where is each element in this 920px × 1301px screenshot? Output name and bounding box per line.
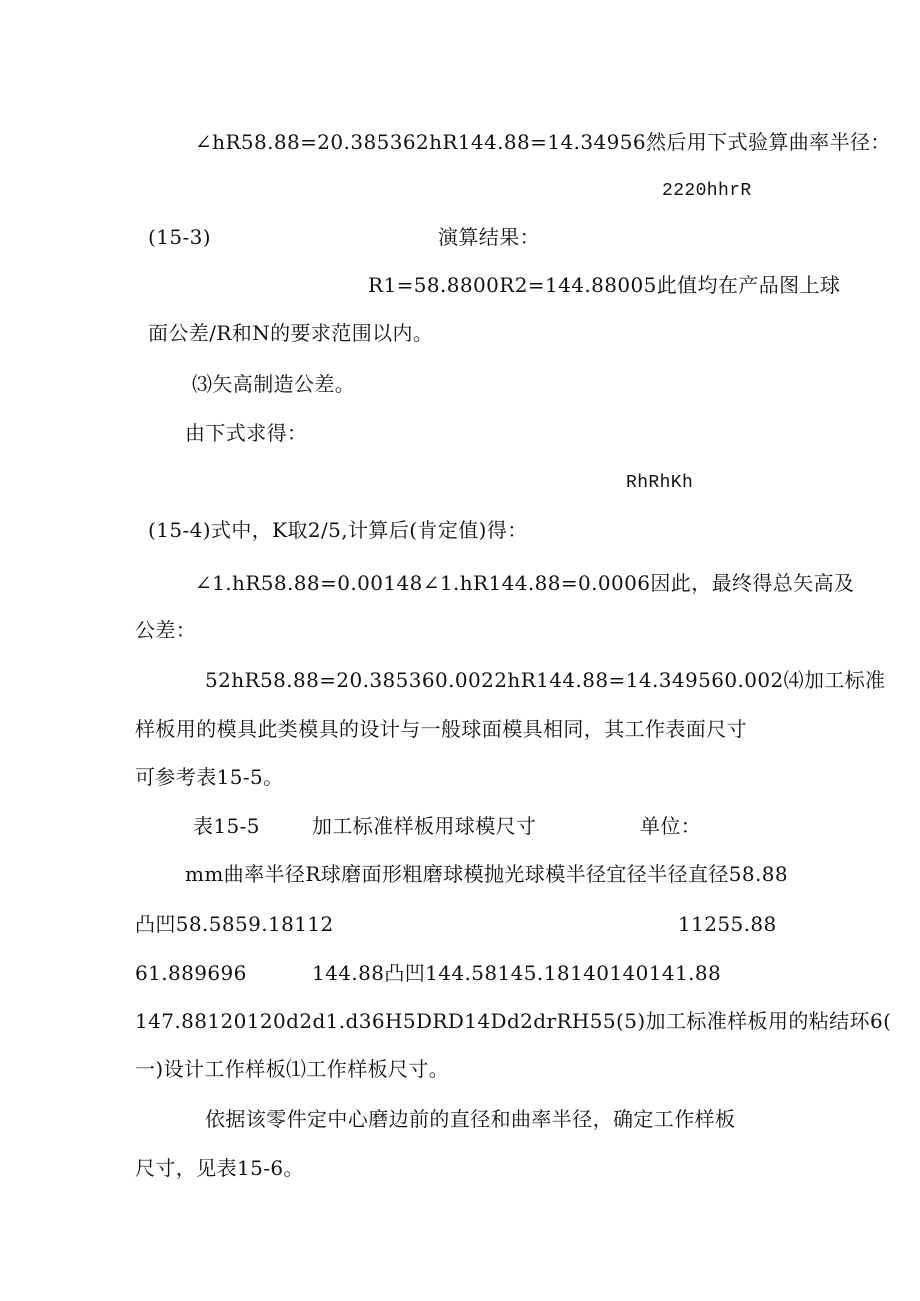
formula-line-2: RhRhKh [626, 473, 694, 493]
table-text-line-3: 11255.88 [678, 912, 777, 936]
table-text-line-1: mm曲率半径R球磨面形粗磨球模抛光球模半径宜径半径直径58.88 [185, 862, 789, 886]
text-line-1: ∠hR58.88=20.385362hR144.88=14.34956然后用下式验算曲率半径： [195, 130, 891, 154]
text-line-12: 公差： [135, 618, 197, 642]
text-line-14: 样板用的模具此类模具的设计与一般球面模具相同，其工作表面尺寸 [135, 717, 747, 741]
table-caption-unit: 单位： [640, 814, 702, 838]
text-line-15: 可参考表15-5。 [135, 765, 284, 789]
table-text-line-2: 凸凹58.5859.18112 [135, 912, 334, 936]
result-heading: 演算结果： [438, 225, 540, 249]
text-line-13: 52hR58.88=20.385360.0022hR144.88=14.349560.002⑷加工标准 [205, 668, 886, 692]
table-text-line-5: 144.88凸凹144.58145.18140140141.88 [312, 961, 722, 985]
text-line-27: 尺寸，见表15-6。 [135, 1156, 304, 1180]
table-text-line-4: 61.889696 [135, 961, 247, 985]
text-line-6: 面公差/R和N的要求范围以内。 [148, 321, 434, 345]
table-caption-title: 加工标准样板用球模尺寸 [312, 814, 537, 838]
equation-number-15-3: (15-3) [148, 225, 211, 249]
table-text-line-6: 147.88120120d2d1.d36H5DRD14Dd2drRH55(5)加工标准样板用的粘结环6( [135, 1009, 892, 1033]
text-line-11: ∠1.hR58.88=0.00148∠1.hR144.88=0.0006因此，最终得总矢高及 [195, 571, 855, 595]
text-line-10: (15-4)式中，K取2/5,计算后(肯定值)得： [148, 518, 528, 542]
text-line-8: 由下式求得： [185, 421, 308, 445]
text-line-25: 一)设计工作样板⑴工作样板尺寸。 [135, 1057, 450, 1081]
formula-line-1: 2220hhrR [662, 181, 752, 201]
text-line-26: 依据该零件定中心磨边前的直径和曲率半径，确定工作样板 [205, 1107, 736, 1131]
text-line-5: R1=58.8800R2=144.88005此值均在产品图上球 [368, 273, 841, 297]
table-caption-number: 表15-5 [193, 814, 260, 838]
section-heading-3: ⑶矢高制造公差。 [192, 372, 356, 396]
